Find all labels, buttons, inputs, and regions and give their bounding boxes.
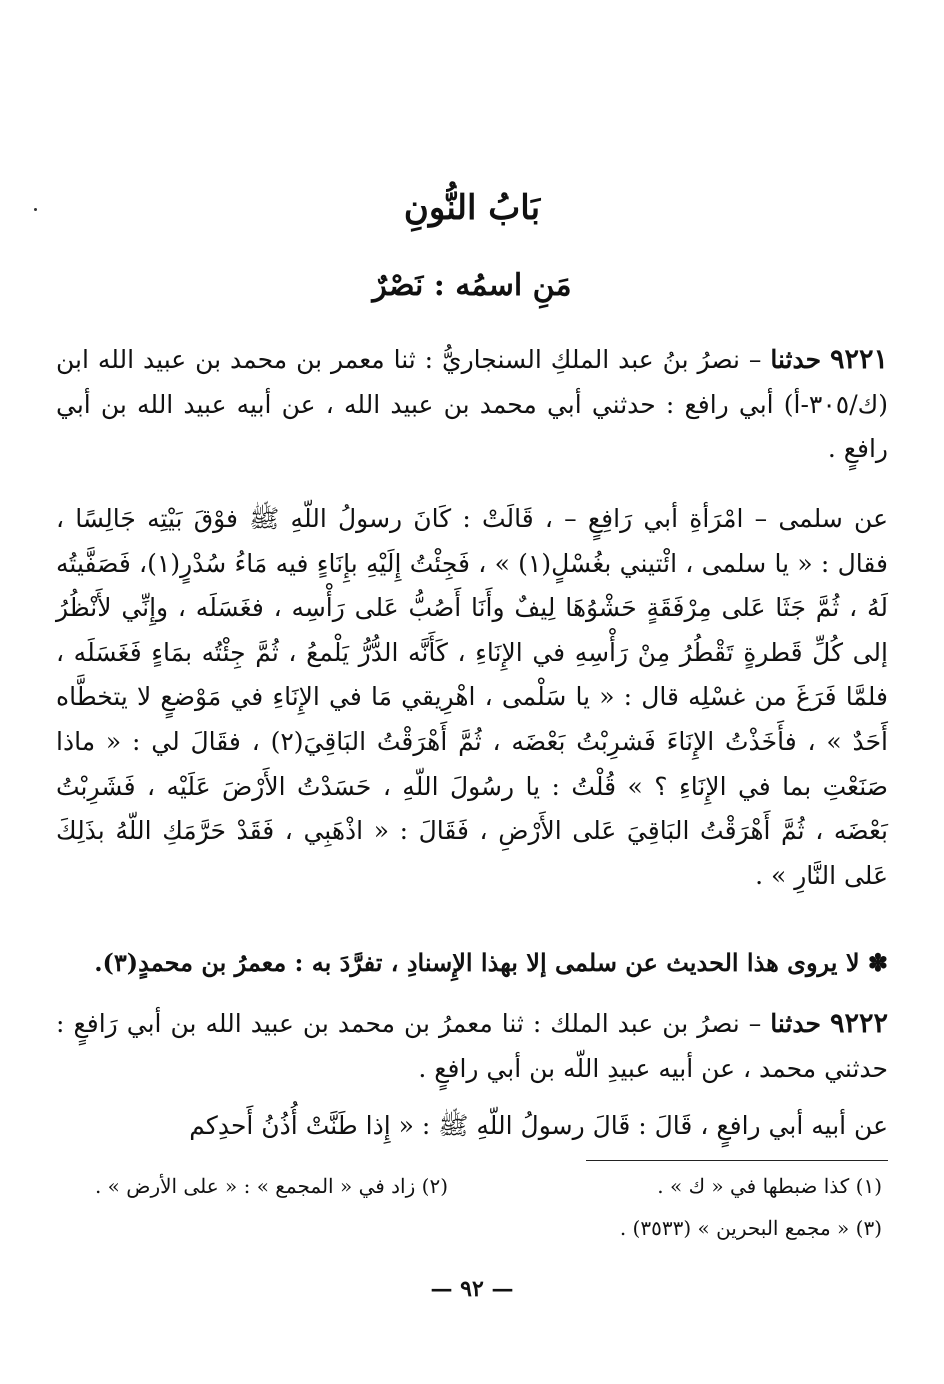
page-number: — ٩٢ — [430, 1276, 514, 1302]
hadith-isnad-text: – نصرُ بن عبد الملك : ثنا معمرُ بن محمد بن عبيد الله بن أبي رَافعٍ : حدثني محمد ، عن أبيه عبيدِ اللّه بن أبي رافعٍ . [56, 1009, 888, 1083]
hadith-isnad-text: – نصرُ بنُ عبد الملكِ السنجاريُّ : ثنا معمر بن محمد بن عبيد الله ابن (ك/٣٠٥-أ) أبي رافع : حدثني أبي محمد بن عبيد الله ، عن أبيه عبيد الله بن أبي رافعٍ . [56, 345, 888, 464]
hadith-9222-isnad [56, 1002, 888, 1091]
footnote-divider [586, 1160, 888, 1161]
hadith-9222-matn: عن أبيه أبي رافعٍ ، قَالَ : قَالَ رسولُ اللّهِ ﷺ : « إِذا طَنَّتْ أُذُنُ أَحدِكم [189, 1111, 888, 1140]
hadith-lead: حدثنا [770, 1009, 821, 1038]
editor-comment: ✽ لا يروى هذا الحديث عن سلمى إلا بهذا الإِسنادِ ، تفرَّدَ به : معمرُ بن محمدٍ(٣). [94, 948, 888, 977]
hadith-9221-matn: عن سلمى – امْرَأةِ أبي رَافِعٍ – ، قَالَتْ : كَانَ رسولُ اللّهِ ﷺ فوْقَ بَيْتِه جَالِسًا ، فقال : « يا سلمى ، ائْتيني بغُسْلٍ(١) » ، فَجِئْتُ إِلَيْهِ بإِنَاءٍ فيه مَاءُ سُدْرٍ(١)، فَصَفَّيتُه لَهُ ، ثُمَّ جَثَا عَلى مِرْفَقَةٍ حَشْوُهَا لِيفٌ وأَنَا أَصُبُّ عَلى رَأْسِه ، فغَسَلَه ، وإِنِّي لأَنْظُرُ إلى كُلِّ قَطرةٍ تَقْطُرُ مِنْ رَأْسِهِ في الإِنَاءِ ، كَأَنَّه الدُّرُّ يَلْمعُ ، ثُمَّ جِئْتُه بمَاءٍ فَغَسَلَه ، فلمَّا فَرَغَ من غسْلِه قال : « يا سَلْمى ، اهْرِيقي مَا في الإِنَاءِ في مَوْضعٍ لا يتخطَّاه أَحَدٌ » ، فأَخَذْتُ الإِنَاءَ فَشرِبْتُ بَعْضَه ، ثُمَّ أَهْرَقْتُ البَاقِيَ(٢) ، فقَالَ لي : « ماذا صَنَعْتِ بما في الإِنَاءِ ؟ » قُلْتُ : يا رسُولَ اللّهِ ، حَسَدْتُ الأَرْضَ عَلَيْه ، فَشَرِبْتُ بَعْضَه ، ثُمَّ أَهْرَقْتُ البَاقِيَ عَلى الأَرْضِ ، فَقَالَ : « اذْهَبِي ، فَقَدْ حَرَّمَكِ اللّهُ بذَلِكَ عَلى النَّارِ » . [56, 504, 888, 890]
hadith-9221-isnad [56, 338, 888, 472]
hadith-number: ٩٢٢٢ [829, 1008, 888, 1039]
chapter-title: بَابُ النُّونِ [403, 188, 541, 228]
footnote-2: (٢) زاد في « المجمع » : « على الأرض » . [94, 1174, 448, 1198]
section-title: مَنِ اسمُه : نَصْرٌ [372, 268, 572, 303]
footnote-1: (١) كذا ضبطها في « ك » . [657, 1174, 882, 1198]
footnote-3: (٣) « مجمع البحرين » (٣٥٣٣) . [619, 1216, 882, 1240]
hadith-number: ٩٢٢١ [829, 344, 888, 375]
hadith-lead: حدثنا [770, 345, 822, 374]
